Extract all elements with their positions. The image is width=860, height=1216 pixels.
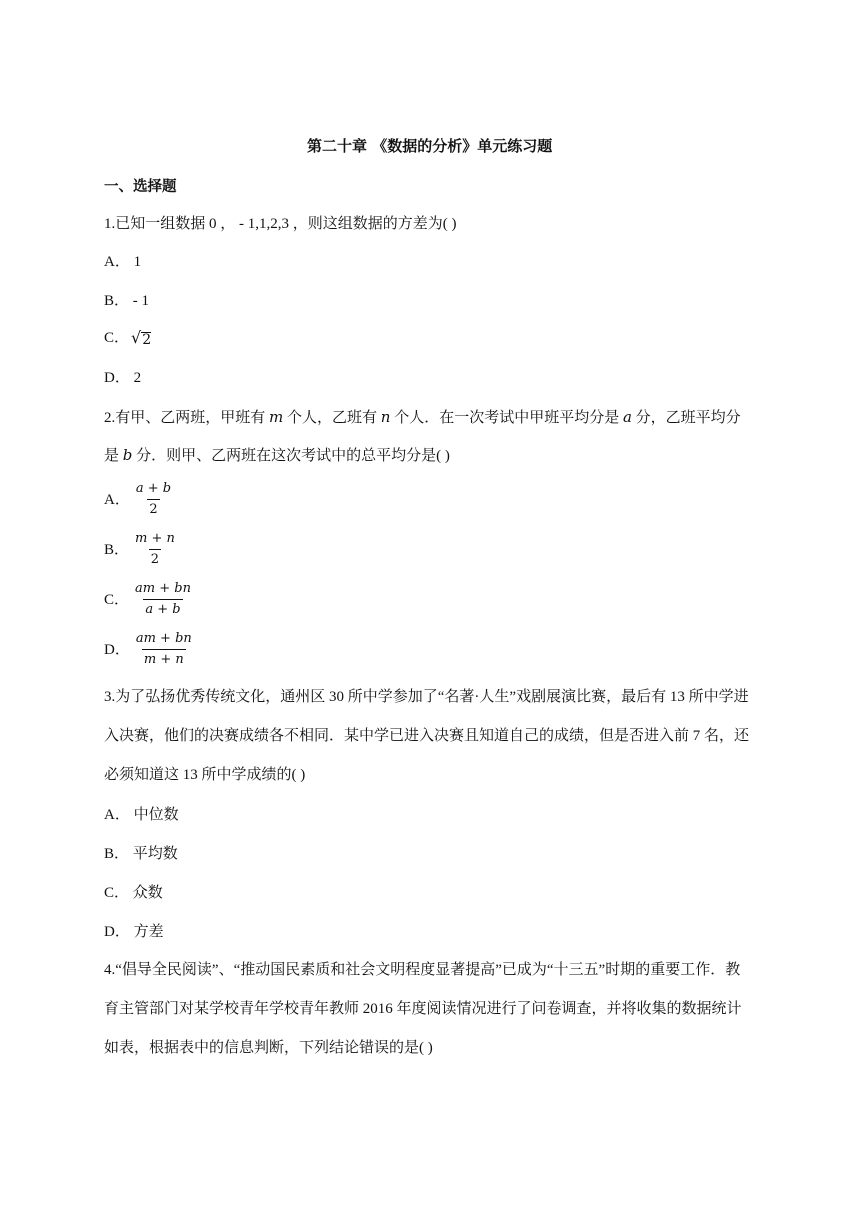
question-3-stem-line-3: 必须知道这 13 所中学成绩的( ) [104,767,306,783]
numerator: a + b [135,481,172,496]
text-segment: 是 [104,448,123,464]
text-segment: 2.有甲、乙两班，甲班有 [104,410,270,426]
numerator: am + bn [135,581,191,596]
question-3-option-d: D． 方差 [104,924,164,940]
variable-b: b [122,446,133,464]
question-3-stem-line-1: 3.为了弘扬优秀传统文化，通州区 30 所中学参加了“名著·人生”戏剧展演比赛，最后有 13 所中学进 [104,689,749,705]
question-2-option-b [104,531,177,568]
fraction [133,581,193,618]
page-title: 第二十章 《数据的分析》单元练习题 [307,137,553,155]
option-label: A． [104,491,130,508]
option-label: D． [104,641,130,658]
fraction [133,531,177,568]
question-3-option-a: A． 中位数 [104,807,179,823]
text-segment: 分．则甲、乙两班在这次考试中的总平均分是( ) [132,448,450,464]
variable-m: m [269,408,284,426]
text-segment: 个人．在一次考试中甲班平均分是 [390,410,623,426]
text-segment: 个人，乙班有 [283,410,381,426]
question-4-stem-line-2: 育主管部门对某学校青年学校青年教师 2016 年度阅读情况进行了问卷调查，并将收集的数据统计 [104,1001,742,1017]
question-2-option-c [104,581,193,618]
question-2-option-a [104,481,173,518]
variable-a: a [622,408,632,426]
denominator: 2 [149,549,161,568]
section-heading-choice: 一、选择题 [104,179,177,195]
denominator: m + n [142,649,186,668]
question-2-option-d [104,631,194,668]
question-1-option-b: B． - 1 [104,293,150,309]
text-segment: 分，乙班平均分 [631,410,741,426]
sqrt-expression [131,328,151,348]
question-3-option-c: C． 众数 [104,885,163,901]
question-1-option-d: D． 2 [104,370,142,386]
question-4-stem-line-1: 4.“倡导全民阅读”、“推动国民素质和社会文明程度显著提高”已成为“十三五”时期的重要工作．教 [104,962,741,978]
option-label: C． [104,591,130,608]
option-label: C． [104,330,130,346]
question-1-option-c [104,328,151,348]
denominator: a + b [143,599,182,618]
fraction [134,481,173,518]
numerator: am + bn [135,631,192,646]
option-label: B． [104,541,130,558]
question-2-stem-line-1 [104,407,741,428]
question-4-stem-line-3: 如表，根据表中的信息判断，下列结论错误的是( ) [104,1040,433,1056]
question-3-stem-line-2: 入决赛，他们的决赛成绩各不相同．某中学已进入决赛且知道自己的成绩，但是否进入前 7 名，还 [104,728,750,744]
question-1-option-a: A． 1 [104,254,142,270]
question-1-stem: 1.已知一组数据 0 ， - 1,1,2,3 ，则这组数据的方差为( ) [104,216,457,232]
radical-sign-icon: √ [131,328,142,347]
question-3-option-b: B． 平均数 [104,846,178,862]
denominator: 2 [147,499,159,518]
fraction [134,631,194,668]
radicand: 2 [142,332,152,348]
variable-n: n [380,408,391,426]
numerator: m + n [135,531,175,546]
question-2-stem-line-2 [104,445,450,466]
